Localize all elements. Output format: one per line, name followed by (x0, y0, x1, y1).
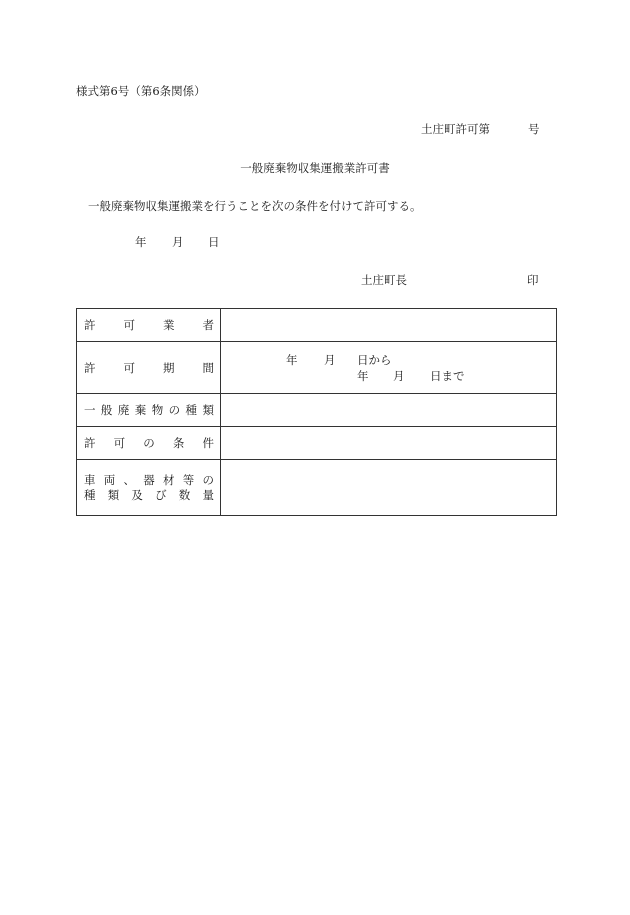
label-char: 廃 (117, 403, 130, 417)
seal-mark: 印 (527, 273, 539, 287)
label-char: 及 (131, 487, 143, 502)
table-row-permit-conditions (77, 427, 557, 460)
issuer-mayor-label: 土庄町長 (361, 273, 407, 287)
period-to-year: 年 (357, 369, 369, 383)
label-chars-line1 (84, 473, 214, 488)
label-char: 類 (202, 403, 214, 417)
period-to-day: 日まで (430, 369, 465, 383)
period-from-year: 年 (286, 353, 298, 367)
label-chars-line2 (84, 488, 214, 503)
issue-date-day: 日 (208, 235, 220, 249)
period-from-month: 月 (324, 353, 336, 367)
label-char: 者 (202, 318, 214, 332)
label-char: 許 (84, 436, 96, 450)
permit-details-table (76, 308, 557, 516)
label-char: 両 (103, 472, 116, 487)
label-vehicles-equipment (77, 460, 221, 516)
label-chars (84, 402, 214, 418)
period-from-day: 日から (357, 353, 392, 367)
permit-number-prefix: 土庄町許可第 (421, 122, 490, 136)
table-row-permit-period (77, 342, 557, 394)
label-char: 材 (163, 472, 175, 487)
table-row-waste-type (77, 394, 557, 427)
label-char: 種 (84, 487, 96, 502)
issue-date-month: 月 (172, 235, 184, 249)
label-chars (84, 317, 214, 333)
label-char: 業 (163, 318, 175, 332)
permit-number-suffix: 号 (528, 122, 540, 136)
document-body-text: 一般廃棄物収集運搬業を行うことを次の条件を付けて許可する。 (88, 199, 422, 213)
value-permit-holder[interactable] (221, 309, 557, 342)
label-char: 、 (123, 472, 135, 487)
issue-date-year: 年 (135, 235, 147, 249)
label-char: 棄 (134, 403, 147, 417)
label-char: 般 (100, 403, 113, 417)
label-waste-type (77, 394, 221, 427)
label-char: 車 (84, 472, 96, 487)
label-char: の (202, 472, 214, 487)
label-char: び (155, 487, 167, 502)
label-permit-conditions (77, 427, 221, 460)
label-char: 物 (151, 403, 164, 417)
label-char: 器 (143, 472, 155, 487)
table-row-permit-holder (77, 309, 557, 342)
label-char: 類 (107, 487, 120, 502)
label-permit-period (77, 342, 221, 394)
label-permit-holder (77, 309, 221, 342)
label-char: 許 (84, 360, 96, 375)
value-waste-type[interactable] (221, 394, 557, 427)
label-char: 期 (163, 360, 175, 375)
value-permit-period[interactable] (221, 342, 557, 394)
label-char: 可 (123, 360, 135, 375)
label-char: 許 (84, 318, 96, 332)
label-char: 間 (202, 360, 214, 375)
label-char: の (143, 436, 155, 450)
label-chars (84, 360, 214, 376)
label-char: の (168, 403, 181, 417)
value-permit-conditions[interactable] (221, 427, 557, 460)
period-to-month: 月 (393, 369, 405, 383)
label-char: 可 (123, 318, 135, 332)
label-char: 可 (113, 436, 126, 450)
document-title: 一般廃棄物収集運搬業許可書 (240, 161, 390, 175)
label-chars (84, 435, 214, 451)
label-char: 量 (202, 487, 214, 502)
label-char: 件 (202, 436, 214, 450)
label-char: 一 (84, 403, 96, 417)
table-row-vehicles-equipment (77, 460, 557, 516)
label-char: 条 (172, 436, 185, 450)
label-char: 等 (182, 472, 195, 487)
form-number: 様式第6号（第6条関係） (76, 84, 206, 98)
label-char: 数 (178, 487, 191, 502)
value-vehicles-equipment[interactable] (221, 460, 557, 516)
label-char: 種 (185, 403, 198, 417)
